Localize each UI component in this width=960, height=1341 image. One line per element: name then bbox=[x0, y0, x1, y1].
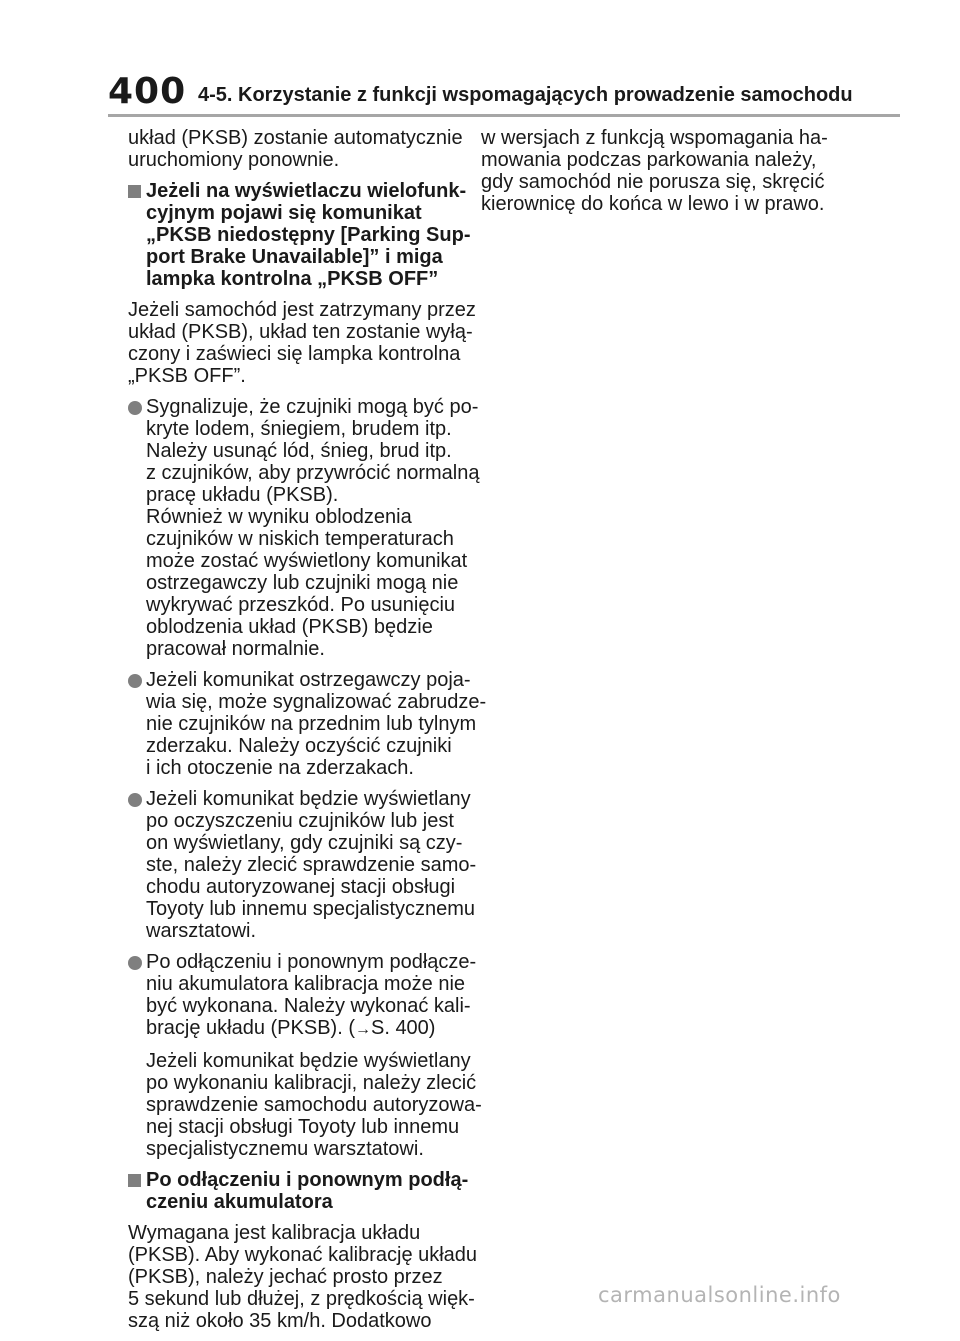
page-number: 400 bbox=[108, 71, 187, 112]
continuation-paragraph: w wersjach z funkcją wspomagania ha- mowania podczas parkowania należy, gdy samochód nie porusza się, skręcić kierownicę do końca w lewo i w prawo. bbox=[481, 127, 828, 215]
square-bullet-icon bbox=[128, 1174, 141, 1187]
circle-bullet-icon bbox=[128, 956, 142, 970]
stop-paragraph: Jeżeli samochód jest zatrzymany przez układ (PKSB), układ ten zostanie wyłą- czony i zaświeci się lampka kontrolna „PKSB OFF”. bbox=[128, 299, 476, 387]
page-header bbox=[0, 0, 960, 120]
watermark: carmanualsonline.info bbox=[598, 1283, 841, 1307]
circle-bullet-icon bbox=[128, 793, 142, 807]
heading-battery-reconnect: Po odłączeniu i ponownym podłą- czeniu akumulatora bbox=[128, 1169, 462, 1213]
circle-bullet-icon bbox=[128, 401, 142, 415]
circle-bullet-icon bbox=[128, 674, 142, 688]
bullet-battery-calibration: Po odłączeniu i ponownym podłącze- niu akumulatora kalibracja może nie być wykonana. Należy wykonać kali- brację układu (PKSB). (→S. 400) bbox=[128, 951, 462, 1041]
calibration-paragraph: Wymagana jest kalibracja układu (PKSB). Aby wykonać kalibrację układu (PKSB), należy jechać prosto przez 5 sekund lub dłużej, z prędkością więk- szą niż około 35 km/h. Dodatkowo bbox=[128, 1222, 478, 1332]
header-rule bbox=[108, 114, 900, 117]
section-title: 4-5. Korzystanie z funkcji wspomagających prowadzenie samochodu bbox=[198, 84, 853, 106]
square-bullet-icon bbox=[128, 185, 141, 198]
bullet-sensors-covered: Sygnalizuje, że czujniki mogą być po- kryte lodem, śniegiem, brudem itp. Należy usunąć lód, śnieg, brud itp. z czujników, aby przywrócić normalną pracę układu (PKSB). Również w wyniku oblodzenia czujników w niskich temperaturach może zostać wyświetlony komunikat ostrzegawczy lub czujniki mogą nie wykrywać przeszkód. Po usunięciu oblodzenia układ (PKSB) będzie pracował normalnie. bbox=[128, 396, 462, 660]
right-column bbox=[481, 127, 828, 224]
page-reference-line: brację układu (PKSB). (→S. 400) bbox=[146, 1017, 436, 1039]
intro-paragraph: układ (PKSB) zostanie automatycznie uruchomiony ponownie. bbox=[128, 127, 463, 171]
bullet-service-inspection: Jeżeli komunikat będzie wyświetlany po oczyszczeniu czujników lub jest on wyświetlany, gdy czujniki są czy- ste, należy zlecić sprawdzenie samo- chodu autoryzowanej stacji obsługi Toyoty lub innemu specjalistycznemu warsztatowi. bbox=[128, 788, 462, 942]
heading-pksb-unavailable: Jeżeli na wyświetlaczu wielofunk- cyjnym pojawi się komunikat „PKSB niedostępny [Parking Sup- port Brake Unavailable]” i miga lampka kontrolna „PKSB OFF” bbox=[128, 180, 462, 290]
bullet-dirty-sensors: Jeżeli komunikat ostrzegawczy poja- wia się, może sygnalizować zabrudze- nie czujników na przednim lub tylnym zderzaku. Należy oczyścić czujniki i ich otoczenie na zderzakach. bbox=[128, 669, 462, 779]
calibration-note: Jeżeli komunikat będzie wyświetlany po wykonaniu kalibracji, należy zlecić sprawdzenie samochodu autoryzowa- nej stacji obsługi Toyoty lub innemu specjalistycznemu warsztatowi. bbox=[146, 1050, 482, 1160]
arrow-right-icon: → bbox=[354, 1021, 371, 1038]
left-column bbox=[128, 127, 487, 1341]
